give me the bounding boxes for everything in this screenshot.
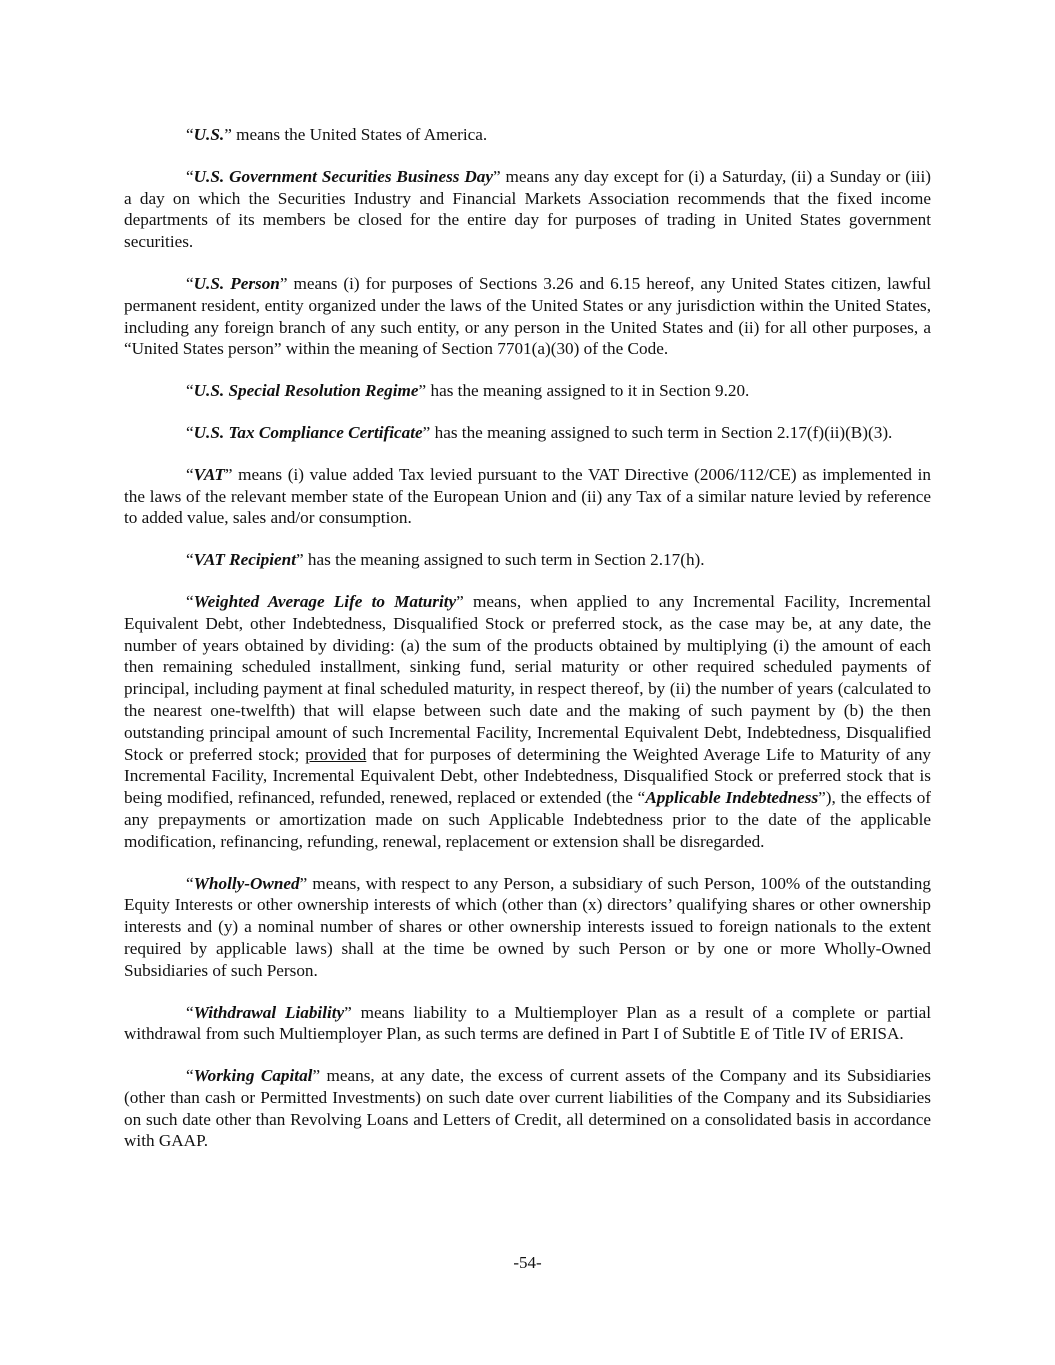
- definition-us: [124, 124, 931, 146]
- definition-vat-recipient: [124, 549, 931, 571]
- definition-withdrawal-liability: [124, 1002, 931, 1046]
- definition-text: has the meaning assigned to such term in Section 2.17(f)(ii)(B)(3).: [430, 422, 893, 442]
- definition-us-tax-compliance-certificate: [124, 422, 931, 444]
- definition-text: means liability to a Multiemployer Plan as a result of a complete or partial withdrawal from such Multiemployer Plan, as such terms are defined in Part I of Subtitle E of Title IV of ERISA.: [124, 1002, 932, 1044]
- close-quote: ”: [224, 464, 233, 484]
- page-number: -54-: [513, 1253, 542, 1272]
- open-quote: “: [186, 591, 194, 611]
- definition-us-government-securities-business-day: [124, 166, 931, 253]
- definition-us-special-resolution-regime: [124, 380, 931, 402]
- defined-term: Wholly-Owned: [193, 873, 300, 893]
- definition-us-person: [124, 273, 931, 360]
- defined-term: Withdrawal Liability: [193, 1002, 345, 1022]
- defined-term: Weighted Average Life to Maturity: [193, 591, 457, 611]
- definition-wholly-owned: [124, 873, 931, 982]
- definition-text: has the meaning assigned to it in Section 9.20.: [426, 381, 750, 401]
- open-quote: “: [186, 550, 194, 570]
- open-quote: “: [186, 422, 194, 442]
- close-quote: ”: [299, 873, 308, 893]
- close-quote: ”: [312, 1066, 321, 1086]
- definition-text: means, at any date, the excess of current assets of the Company and its Subsidiaries (other than cash or Permitted Investments) on such date over current liabilities of the Company and its Subsidiaries on such date other than Revolving Loans and Letters of Credit, all determined on a consolidated basis in accordance with GAAP.: [124, 1066, 931, 1151]
- defined-term: U.S.: [193, 125, 225, 144]
- definition-text: means, when applied to any Incremental Facility, Incremental Equivalent Debt, other Indebtedness, Disqualified Stock or preferred stock, as the case may be, at any date, the number of years obtained by dividing: (a) the sum of the products obtained by multiplying (i) the amount of each then remaining scheduled installment, sinking fund, serial maturity or other required scheduled payments of principal, including payment at final scheduled maturity, in respect thereof, by (ii) the number of years (calculated to the nearest one-twelfth) that will elapse between such date and the making of such payment by (b) the then outstanding principal amount of such Incremental Facility, Incremental Equivalent Debt, Indebtedness, Disqualified Stock or preferred stock;: [124, 591, 931, 764]
- definition-weighted-average-life-to-maturity: [124, 591, 931, 853]
- definition-text: means, with respect to any Person, a subsidiary of such Person, 100% of the outstanding Equity Interests or other ownership interests of which (other than (x) directors’ qualifying shares or other ownership interests and (y) a nominal number of shares or other ownership interests issued to foreign nationals to the extent required by applicable laws) shall at the time be owned by such Person or by one or more Wholly-Owned Subsidiaries of such Person.: [124, 873, 931, 980]
- close-quote: ”: [295, 550, 304, 570]
- close-quote: ”: [422, 422, 431, 442]
- open-quote: “: [186, 873, 194, 893]
- definition-text: has the meaning assigned to such term in Section 2.17(h).: [303, 550, 705, 570]
- open-quote: “: [186, 1002, 194, 1022]
- document-page: [124, 124, 931, 1172]
- close-quote: ”: [418, 381, 427, 401]
- close-quote: ”: [344, 1002, 352, 1022]
- definition-text-continued: that for purposes of determining the Weighted Average Life to Maturity of any Incremental Facility, Incremental Equivalent Debt, other Indebtedness, Disqualified Stock or preferred stock that is being modified, refinanced, refunded, renewed, replaced or extended (the “: [124, 744, 932, 808]
- defined-term: VAT Recipient: [193, 550, 296, 570]
- close-quote: ”: [493, 166, 501, 186]
- open-quote: “: [186, 125, 194, 144]
- defined-term: VAT: [193, 464, 225, 484]
- definition-text-end: ”), the effects of any prepayments or amortization made on such Applicable Indebtedness prior to the date of the applicable modification, refinancing, refunding, renewal, replacement or extension shall be disregarded.: [124, 788, 932, 851]
- defined-term-applicable-indebtedness: Applicable Indebtedness: [645, 788, 819, 808]
- definition-vat: [124, 464, 931, 529]
- definition-text: means any day except for (i) a Saturday, (ii) a Sunday or (iii) a day on which the Securities Industry and Financial Markets Association recommends that the fixed income departments of its members be closed for the entire day for purposes of trading in United States government securities.: [124, 166, 931, 252]
- underlined-provided: provided: [305, 744, 367, 764]
- close-quote: ”: [279, 273, 288, 293]
- defined-term: Working Capital: [193, 1066, 313, 1086]
- definition-text: means (i) for purposes of Sections 3.26 and 6.15 hereof, any United States citizen, lawful permanent resident, entity organized under the laws of the United States or any jurisdiction within the United States, including any foreign branch of any such entity, or any person in the United States and (ii) for all other purposes, a “United States person” within the meaning of Section 7701(a)(30) of the Code.: [124, 273, 931, 359]
- defined-term: U.S. Person: [193, 273, 280, 293]
- open-quote: “: [186, 273, 194, 293]
- definition-text: means the United States of America.: [231, 125, 488, 144]
- definition-text: means (i) value added Tax levied pursuant to the VAT Directive (2006/112/CE) as implemented in the laws of the relevant member state of the European Union and (ii) any Tax of a similar nature levied by reference to added value, sales and/or consumption.: [124, 464, 931, 528]
- close-quote: ”: [224, 125, 232, 144]
- defined-term: U.S. Tax Compliance Certificate: [193, 422, 423, 442]
- close-quote: ”: [456, 591, 464, 611]
- defined-term: U.S. Government Securities Business Day: [193, 166, 493, 186]
- open-quote: “: [186, 381, 194, 401]
- definition-working-capital: [124, 1065, 931, 1152]
- open-quote: “: [186, 464, 194, 484]
- defined-term: U.S. Special Resolution Regime: [193, 381, 419, 401]
- open-quote: “: [186, 166, 194, 186]
- open-quote: “: [186, 1066, 194, 1086]
